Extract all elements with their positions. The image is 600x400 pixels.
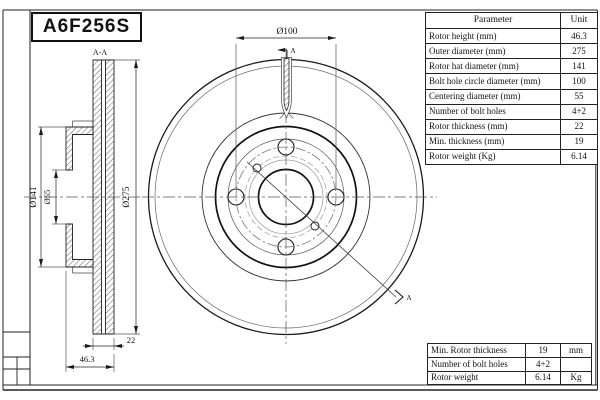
table-row [426,134,597,149]
table-row [426,58,597,73]
rotor-front-view [142,36,437,344]
dim-thickness [83,338,124,350]
spec-value: 22 [560,120,597,134]
dim-label-hat-diameter: Ø141 [29,186,39,208]
vent-slot-flare-left [280,113,285,119]
table-row [428,371,591,384]
section-hat-upper [66,127,93,170]
spec-header-unit: Unit [560,13,597,28]
dim-label-center-hole: Ø55 [42,189,52,205]
rotor-section-view [24,60,140,372]
section-arrow-label-bottom: A [406,294,412,302]
spec-parameter: Rotor height (mm) [429,30,497,41]
summary-value: 4+2 [525,358,560,370]
summary-table [427,343,592,385]
summary-label: Rotor weight [431,372,479,383]
spec-parameter: Outer diameter (mm) [429,45,506,56]
summary-label: Number of bolt holes [431,358,508,369]
table-row [426,89,597,104]
summary-value: 6.14 [525,372,560,384]
spec-value: 19 [560,135,597,149]
spec-header-parameter: Parameter [473,14,513,25]
spec-header-row [426,13,597,28]
spec-value: 55 [560,90,597,104]
spec-parameter: Number of bolt holes [429,106,506,117]
section-arrow-label-top: A [290,47,296,55]
spec-value: 100 [560,74,597,88]
spec-parameter: Min. thickness (mm) [429,136,505,147]
spec-table [425,12,598,165]
spec-parameter: Rotor hat diameter (mm) [429,60,519,71]
table-row [426,43,597,58]
spec-value: 46.3 [560,29,597,43]
spec-parameter: Rotor weight (Kg) [429,151,496,162]
spec-value: 141 [560,59,597,73]
summary-label: Min. Rotor thickness [431,345,507,356]
dim-label-bolt-circle: Ø100 [276,27,298,37]
section-hat-lower [66,224,93,267]
summary-unit [560,358,591,370]
summary-unit: Kg [560,372,591,384]
table-row [426,149,597,164]
spec-parameter: Centering diameter (mm) [429,91,521,102]
vent-slot-flare-right [289,113,294,119]
summary-value: 19 [525,344,560,357]
section-arrow-top [277,48,287,58]
part-number: A6F256S [42,16,131,37]
table-row [426,104,597,119]
margin-blocks [3,332,30,385]
table-row [428,344,591,357]
spec-parameter: Bolt hole circle diameter (mm) [429,75,541,86]
dim-label-thickness: 22 [126,335,136,345]
spec-value: 275 [560,44,597,58]
spec-parameter: Rotor thickness (mm) [429,121,508,132]
spec-value: 4+2 [560,105,597,119]
vent-slot-section [280,58,294,119]
section-view-label: A-A [92,48,108,57]
dim-label-height: 46.3 [79,354,95,364]
table-row [428,357,591,370]
table-row [426,73,597,88]
table-row [426,28,597,43]
section-arrow-bottom [395,290,403,304]
part-number-box [31,12,142,42]
vent-slot-core [284,59,289,111]
dim-label-outer-diameter: Ø275 [122,186,132,208]
spec-value: 6.14 [560,150,597,164]
summary-unit: mm [560,344,591,357]
section-cutting-line [247,162,396,297]
table-row [426,119,597,134]
